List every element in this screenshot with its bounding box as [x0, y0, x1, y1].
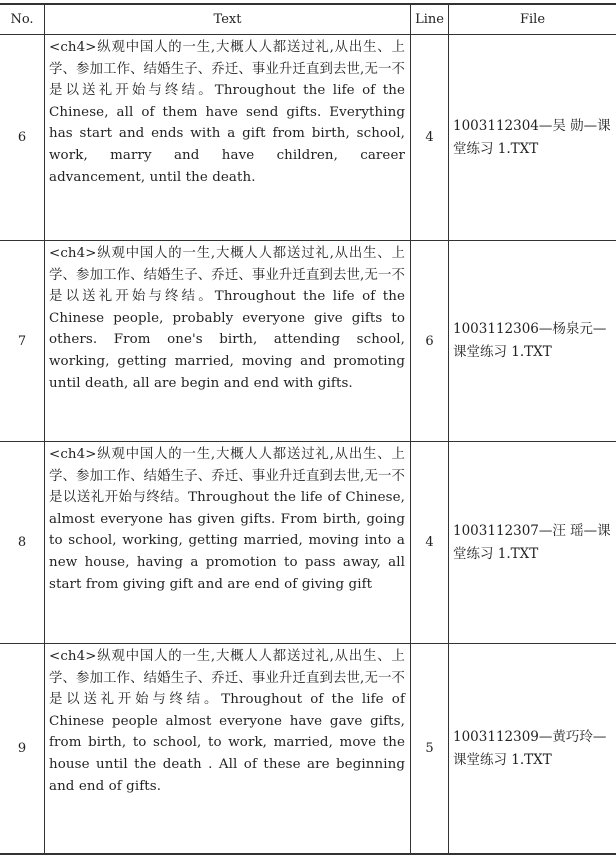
row-number: 7	[17, 333, 27, 349]
column-divider	[448, 4, 449, 854]
row-line-count: 5	[425, 741, 434, 756]
row-file-label: 1003112309—黄巧玲—课堂练习 1.TXT	[453, 728, 607, 768]
row-file-name	[453, 644, 616, 853]
header-no: No.	[10, 11, 34, 27]
row-text: <ch4>纵观中国人的一生,大概人人都送过礼,从出生、上学、参加工作、结婚生子、乔迁、事业升迁直到去世,无一不是以送礼开始与终结。Throughout of the life of Chinese people almost everyone have gave gifts, from birth, to school, to work, married, move the house until the death . All of these are beginning and end of gifts.	[49, 649, 405, 794]
row-line-count: 4	[425, 535, 434, 550]
header-file: File	[519, 11, 546, 27]
row-number: 6	[17, 130, 27, 145]
row-file-label: 1003112306—杨泉元—课堂练习 1.TXT	[453, 321, 607, 360]
row-file-name	[453, 442, 616, 643]
row-number: 9	[17, 741, 27, 756]
row-file-name	[453, 241, 616, 441]
column-divider	[44, 4, 45, 854]
row-line-count: 6	[425, 333, 434, 349]
row-line-count: 4	[425, 130, 434, 145]
row-text: <ch4>纵观中国人的一生,大概人人都送过礼,从出生、上学、参加工作、结婚生子、乔迁、事业升迁直到去世,无一不是以送礼开始与终结。Throughout the life of the Chinese people, probably everyone give gifts to others. From one's birth, attending school, working, getting married, moving and promoting until death, all are begin and end with gifts.	[49, 246, 405, 391]
row-text: <ch4>纵观中国人的一生,大概人人都送过礼,从出生、上学、参加工作、结婚生子、乔迁、事业升迁直到去世,无一不是以送礼开始与终结。Throughout the life of the Chinese, all of them have send gifts. Everything has start and ends with a gift from birth, school, work, marry and have children, career advancement, until the death.	[49, 40, 405, 185]
row-file-name	[453, 35, 616, 240]
row-file-label: 1003112307—汪 瑶—课堂练习 1.TXT	[453, 522, 611, 562]
table-bottom-rule	[0, 853, 616, 855]
header-text: Text	[213, 11, 242, 27]
header-line: Line	[415, 11, 444, 27]
row-file-label: 1003112304—吴 勋—课堂练习 1.TXT	[453, 117, 611, 157]
row-text: <ch4>纵观中国人的一生,大概人人都送过礼,从出生、上学、参加工作、结婚生子、乔迁、事业升迁直到去世,无一不是以送礼开始与终结。Throughout the life of Chinese, almost everyone has given gifts. From birth, going to school, working, getting married, moving into a new house, having a promotion to pass away, all start from giving gift and are end of giving gift	[49, 447, 405, 592]
row-number: 8	[17, 535, 27, 550]
